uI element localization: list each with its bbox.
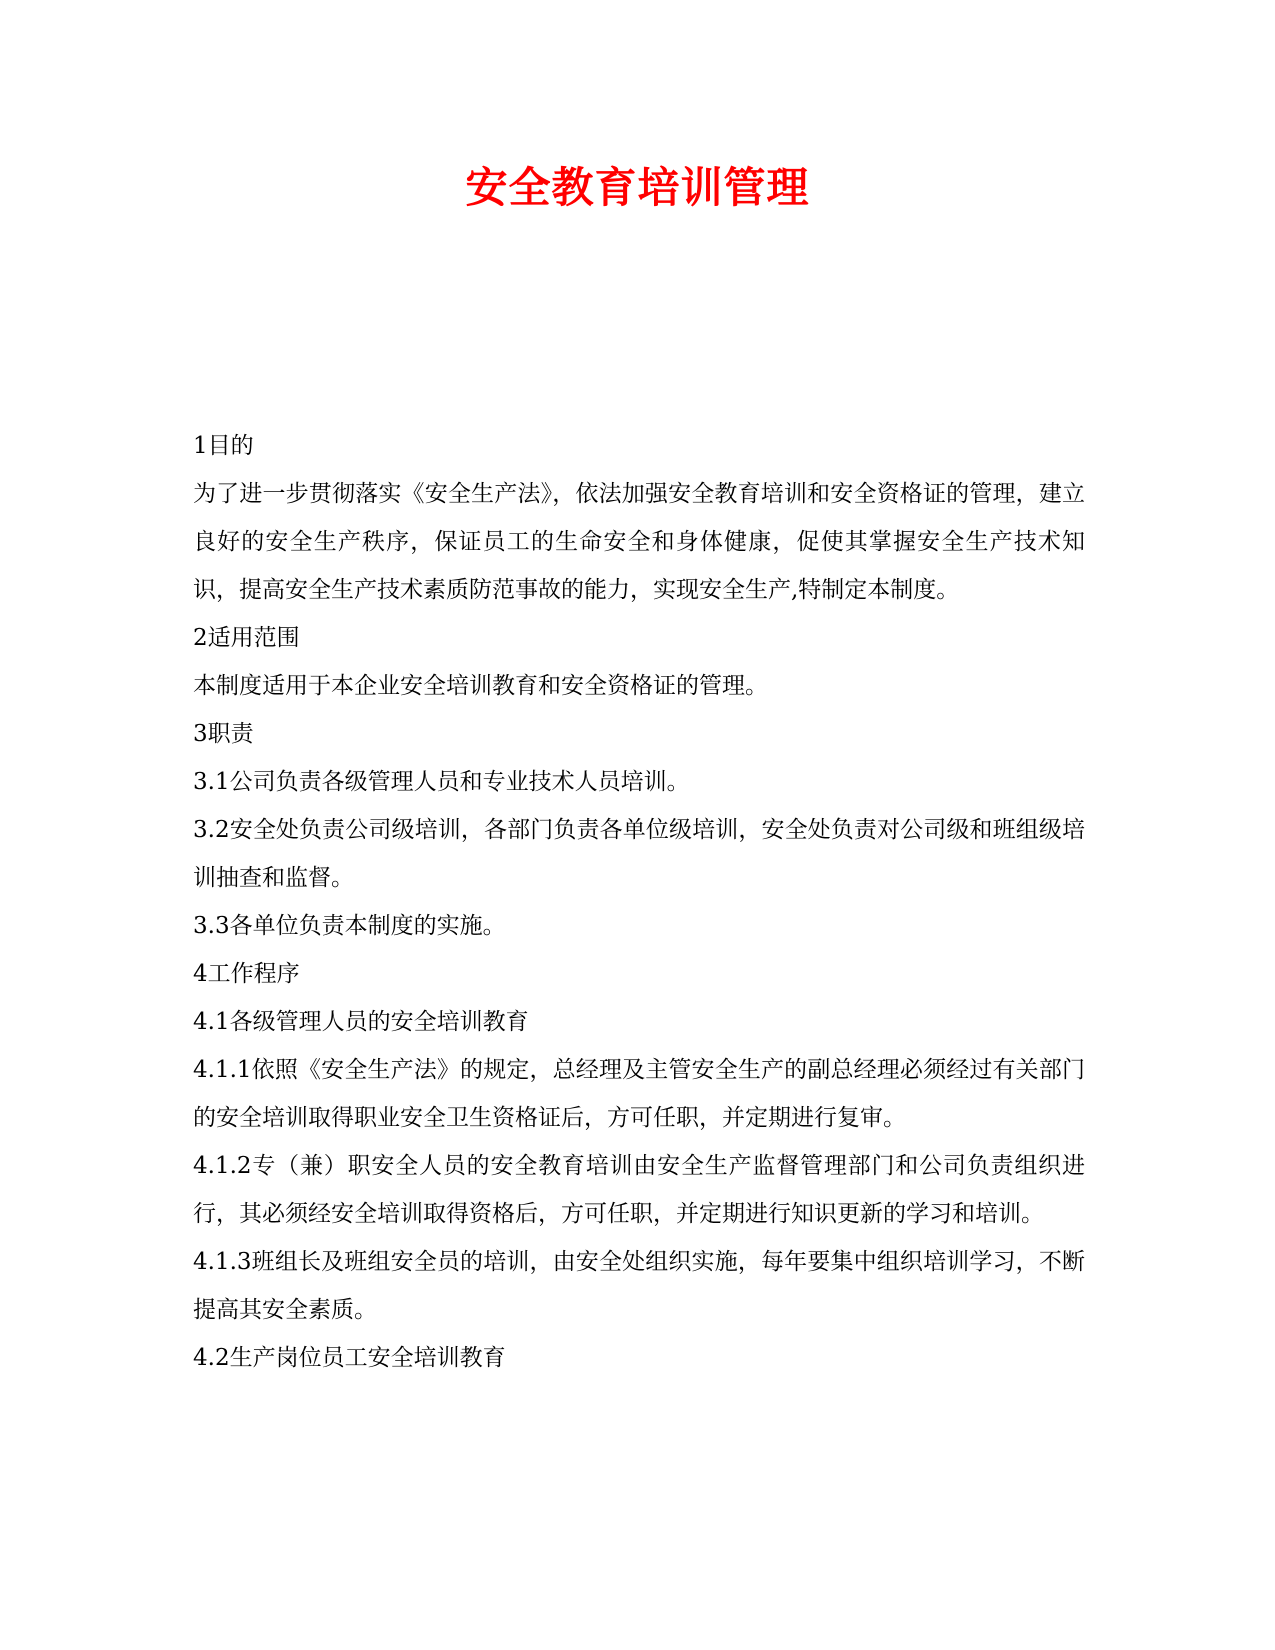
heading-4-2: 4.2生产岗位员工安全培训教育 <box>193 1345 506 1371</box>
heading-responsibilities: 3职责 <box>193 721 254 747</box>
document-body <box>193 422 1085 1382</box>
heading-scope: 2适用范围 <box>193 625 300 651</box>
heading-4-1: 4.1各级管理人员的安全培训教育 <box>193 1009 529 1035</box>
heading-work-procedure: 4工作程序 <box>193 961 300 987</box>
paragraph-4-1-3: 4.1.3班组长及班组安全员的培训，由安全处组织实施，每年要集中组织培训学习，不断提高其安全素质。 <box>193 1249 1085 1323</box>
paragraph-3-3: 3.3各单位负责本制度的实施。 <box>193 913 506 939</box>
paragraph-4-1-2: 4.1.2专（兼）职安全人员的安全教育培训由安全生产监督管理部门和公司负责组织进行，其必须经安全培训取得资格后，方可任职，并定期进行知识更新的学习和培训。 <box>193 1153 1085 1227</box>
paragraph-4-1-1: 4.1.1依照《安全生产法》的规定，总经理及主管安全生产的副总经理必须经过有关部门的安全培训取得职业安全卫生资格证后，方可任职，并定期进行复审。 <box>193 1057 1085 1131</box>
paragraph-purpose: 为了进一步贯彻落实《安全生产法》，依法加强安全教育培训和安全资格证的管理，建立良好的安全生产秩序，保证员工的生命安全和身体健康，促使其掌握安全生产技术知识，提高安全生产技术素质防范事故的能力，实现安全生产,特制定本制度。 <box>193 481 1085 603</box>
heading-purpose: 1目的 <box>193 433 254 459</box>
paragraph-3-1: 3.1公司负责各级管理人员和专业技术人员培训。 <box>193 769 690 795</box>
document-title: 安全教育培训管理 <box>465 163 810 212</box>
paragraph-scope: 本制度适用于本企业安全培训教育和安全资格证的管理。 <box>193 673 768 699</box>
paragraph-3-2: 3.2安全处负责公司级培训，各部门负责各单位级培训，安全处负责对公司级和班组级培训抽查和监督。 <box>193 817 1085 891</box>
